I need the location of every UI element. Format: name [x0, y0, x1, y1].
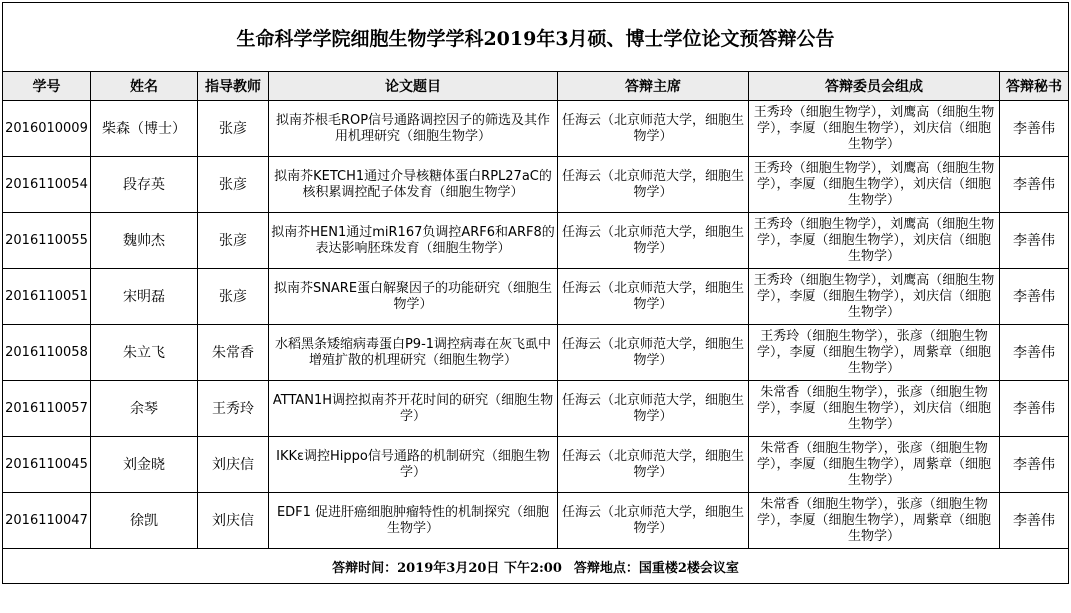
student-name: 徐凯: [91, 493, 198, 549]
page-title: 生命科学学院细胞生物学学科2019年3月硕、博士学位论文预答辩公告: [3, 3, 1069, 72]
thesis-title: 拟南芥KETCH1通过介导核糖体蛋白RPL27aC的核积累调控配子体发育（细胞生物学）: [269, 157, 558, 213]
advisor-name: 张彦: [198, 213, 269, 269]
student-id: 2016010009: [3, 101, 91, 157]
advisor-name: 刘庆信: [198, 437, 269, 493]
advisor-name: 张彦: [198, 157, 269, 213]
student-id: 2016110047: [3, 493, 91, 549]
defense-chair: 任海云（北京师范大学，细胞生物学）: [558, 325, 749, 381]
student-name: 余琴: [91, 381, 198, 437]
table-row: [3, 157, 1069, 213]
defense-chair: 任海云（北京师范大学，细胞生物学）: [558, 213, 749, 269]
defense-chair: 任海云（北京师范大学，细胞生物学）: [558, 157, 749, 213]
thesis-title: 水稻黑条矮缩病毒蛋白P9-1调控病毒在灰飞虱中增殖扩散的机理研究（细胞生物学）: [269, 325, 558, 381]
thesis-title: 拟南芥SNARE蛋白解聚因子的功能研究（细胞生物学）: [269, 269, 558, 325]
student-id: 2016110054: [3, 157, 91, 213]
student-name: 段存英: [91, 157, 198, 213]
committee-members: 王秀玲（细胞生物学），张彦（细胞生物学），李厦（细胞生物学），周紫章（细胞生物学）: [749, 325, 1000, 381]
thesis-title: EDF1 促进肝癌细胞肿瘤特性的机制探究（细胞生物学）: [269, 493, 558, 549]
column-header-secretary: 答辩秘书: [1000, 72, 1069, 101]
column-header-id: 学号: [3, 72, 91, 101]
defense-secretary: 李善伟: [1000, 213, 1069, 269]
advisor-name: 张彦: [198, 269, 269, 325]
student-id: 2016110055: [3, 213, 91, 269]
table-row: [3, 381, 1069, 437]
table-row: [3, 325, 1069, 381]
committee-members: 王秀玲（细胞生物学），刘鹰高（细胞生物学），李厦（细胞生物学），刘庆信（细胞生物学）: [749, 101, 1000, 157]
column-header-committee: 答辩委员会组成: [749, 72, 1000, 101]
committee-members: 王秀玲（细胞生物学），刘鹰高（细胞生物学），李厦（细胞生物学），刘庆信（细胞生物学）: [749, 157, 1000, 213]
defense-time-value: 2019年3月20日 下午2:00: [397, 560, 562, 576]
defense-secretary: 李善伟: [1000, 381, 1069, 437]
thesis-title: IKKε调控Hippo信号通路的机制研究（细胞生物学）: [269, 437, 558, 493]
advisor-name: 朱常香: [198, 325, 269, 381]
table-row: [3, 493, 1069, 549]
student-name: 朱立飞: [91, 325, 198, 381]
column-header-name: 姓名: [91, 72, 198, 101]
column-header-thesis: 论文题目: [269, 72, 558, 101]
thesis-title: ATTAN1H调控拟南芥开花时间的研究（细胞生物学）: [269, 381, 558, 437]
committee-members: 王秀玲（细胞生物学），刘鹰高（细胞生物学），李厦（细胞生物学），刘庆信（细胞生物学）: [749, 213, 1000, 269]
student-name: 宋明磊: [91, 269, 198, 325]
table-row: [3, 269, 1069, 325]
defense-place-value: 国重楼2楼会议室: [638, 560, 739, 576]
defense-place-label: 答辩地点：: [573, 560, 639, 576]
advisor-name: 刘庆信: [198, 493, 269, 549]
column-header-advisor: 指导教师: [198, 72, 269, 101]
committee-members: 朱常香（细胞生物学），张彦（细胞生物学），李厦（细胞生物学），周紫章（细胞生物学）: [749, 437, 1000, 493]
student-name: 刘金晓: [91, 437, 198, 493]
student-id: 2016110057: [3, 381, 91, 437]
defense-secretary: 李善伟: [1000, 157, 1069, 213]
committee-members: 朱常香（细胞生物学），张彦（细胞生物学），李厦（细胞生物学），刘庆信（细胞生物学）: [749, 381, 1000, 437]
student-name: 魏帅杰: [91, 213, 198, 269]
defense-chair: 任海云（北京师范大学，细胞生物学）: [558, 437, 749, 493]
defense-chair: 任海云（北京师范大学，细胞生物学）: [558, 381, 749, 437]
advisor-name: 王秀玲: [198, 381, 269, 437]
thesis-title: 拟南芥根毛ROP信号通路调控因子的筛选及其作用机理研究（细胞生物学）: [269, 101, 558, 157]
defense-chair: 任海云（北京师范大学，细胞生物学）: [558, 493, 749, 549]
table-row: [3, 101, 1069, 157]
defense-secretary: 李善伟: [1000, 325, 1069, 381]
defense-time-label: 答辩时间：: [332, 560, 398, 576]
student-id: 2016110045: [3, 437, 91, 493]
column-header-chair: 答辩主席: [558, 72, 749, 101]
defense-secretary: 李善伟: [1000, 269, 1069, 325]
student-id: 2016110051: [3, 269, 91, 325]
defense-chair: 任海云（北京师范大学，细胞生物学）: [558, 269, 749, 325]
defense-secretary: 李善伟: [1000, 101, 1069, 157]
table-row: [3, 213, 1069, 269]
thesis-title: 拟南芥HEN1通过miR167负调控ARF6和ARF8的表达影响胚珠发育（细胞生物学）: [269, 213, 558, 269]
committee-members: 王秀玲（细胞生物学），刘鹰高（细胞生物学），李厦（细胞生物学），刘庆信（细胞生物学）: [749, 269, 1000, 325]
defense-chair: 任海云（北京师范大学，细胞生物学）: [558, 101, 749, 157]
defense-info-footer: [3, 549, 1069, 584]
advisor-name: 张彦: [198, 101, 269, 157]
student-name: 柴森（博士）: [91, 101, 198, 157]
committee-members: 朱常香（细胞生物学），张彦（细胞生物学），李厦（细胞生物学），周紫章（细胞生物学）: [749, 493, 1000, 549]
defense-schedule-table: [2, 2, 1069, 584]
student-id: 2016110058: [3, 325, 91, 381]
defense-secretary: 李善伟: [1000, 493, 1069, 549]
table-row: [3, 437, 1069, 493]
defense-secretary: 李善伟: [1000, 437, 1069, 493]
